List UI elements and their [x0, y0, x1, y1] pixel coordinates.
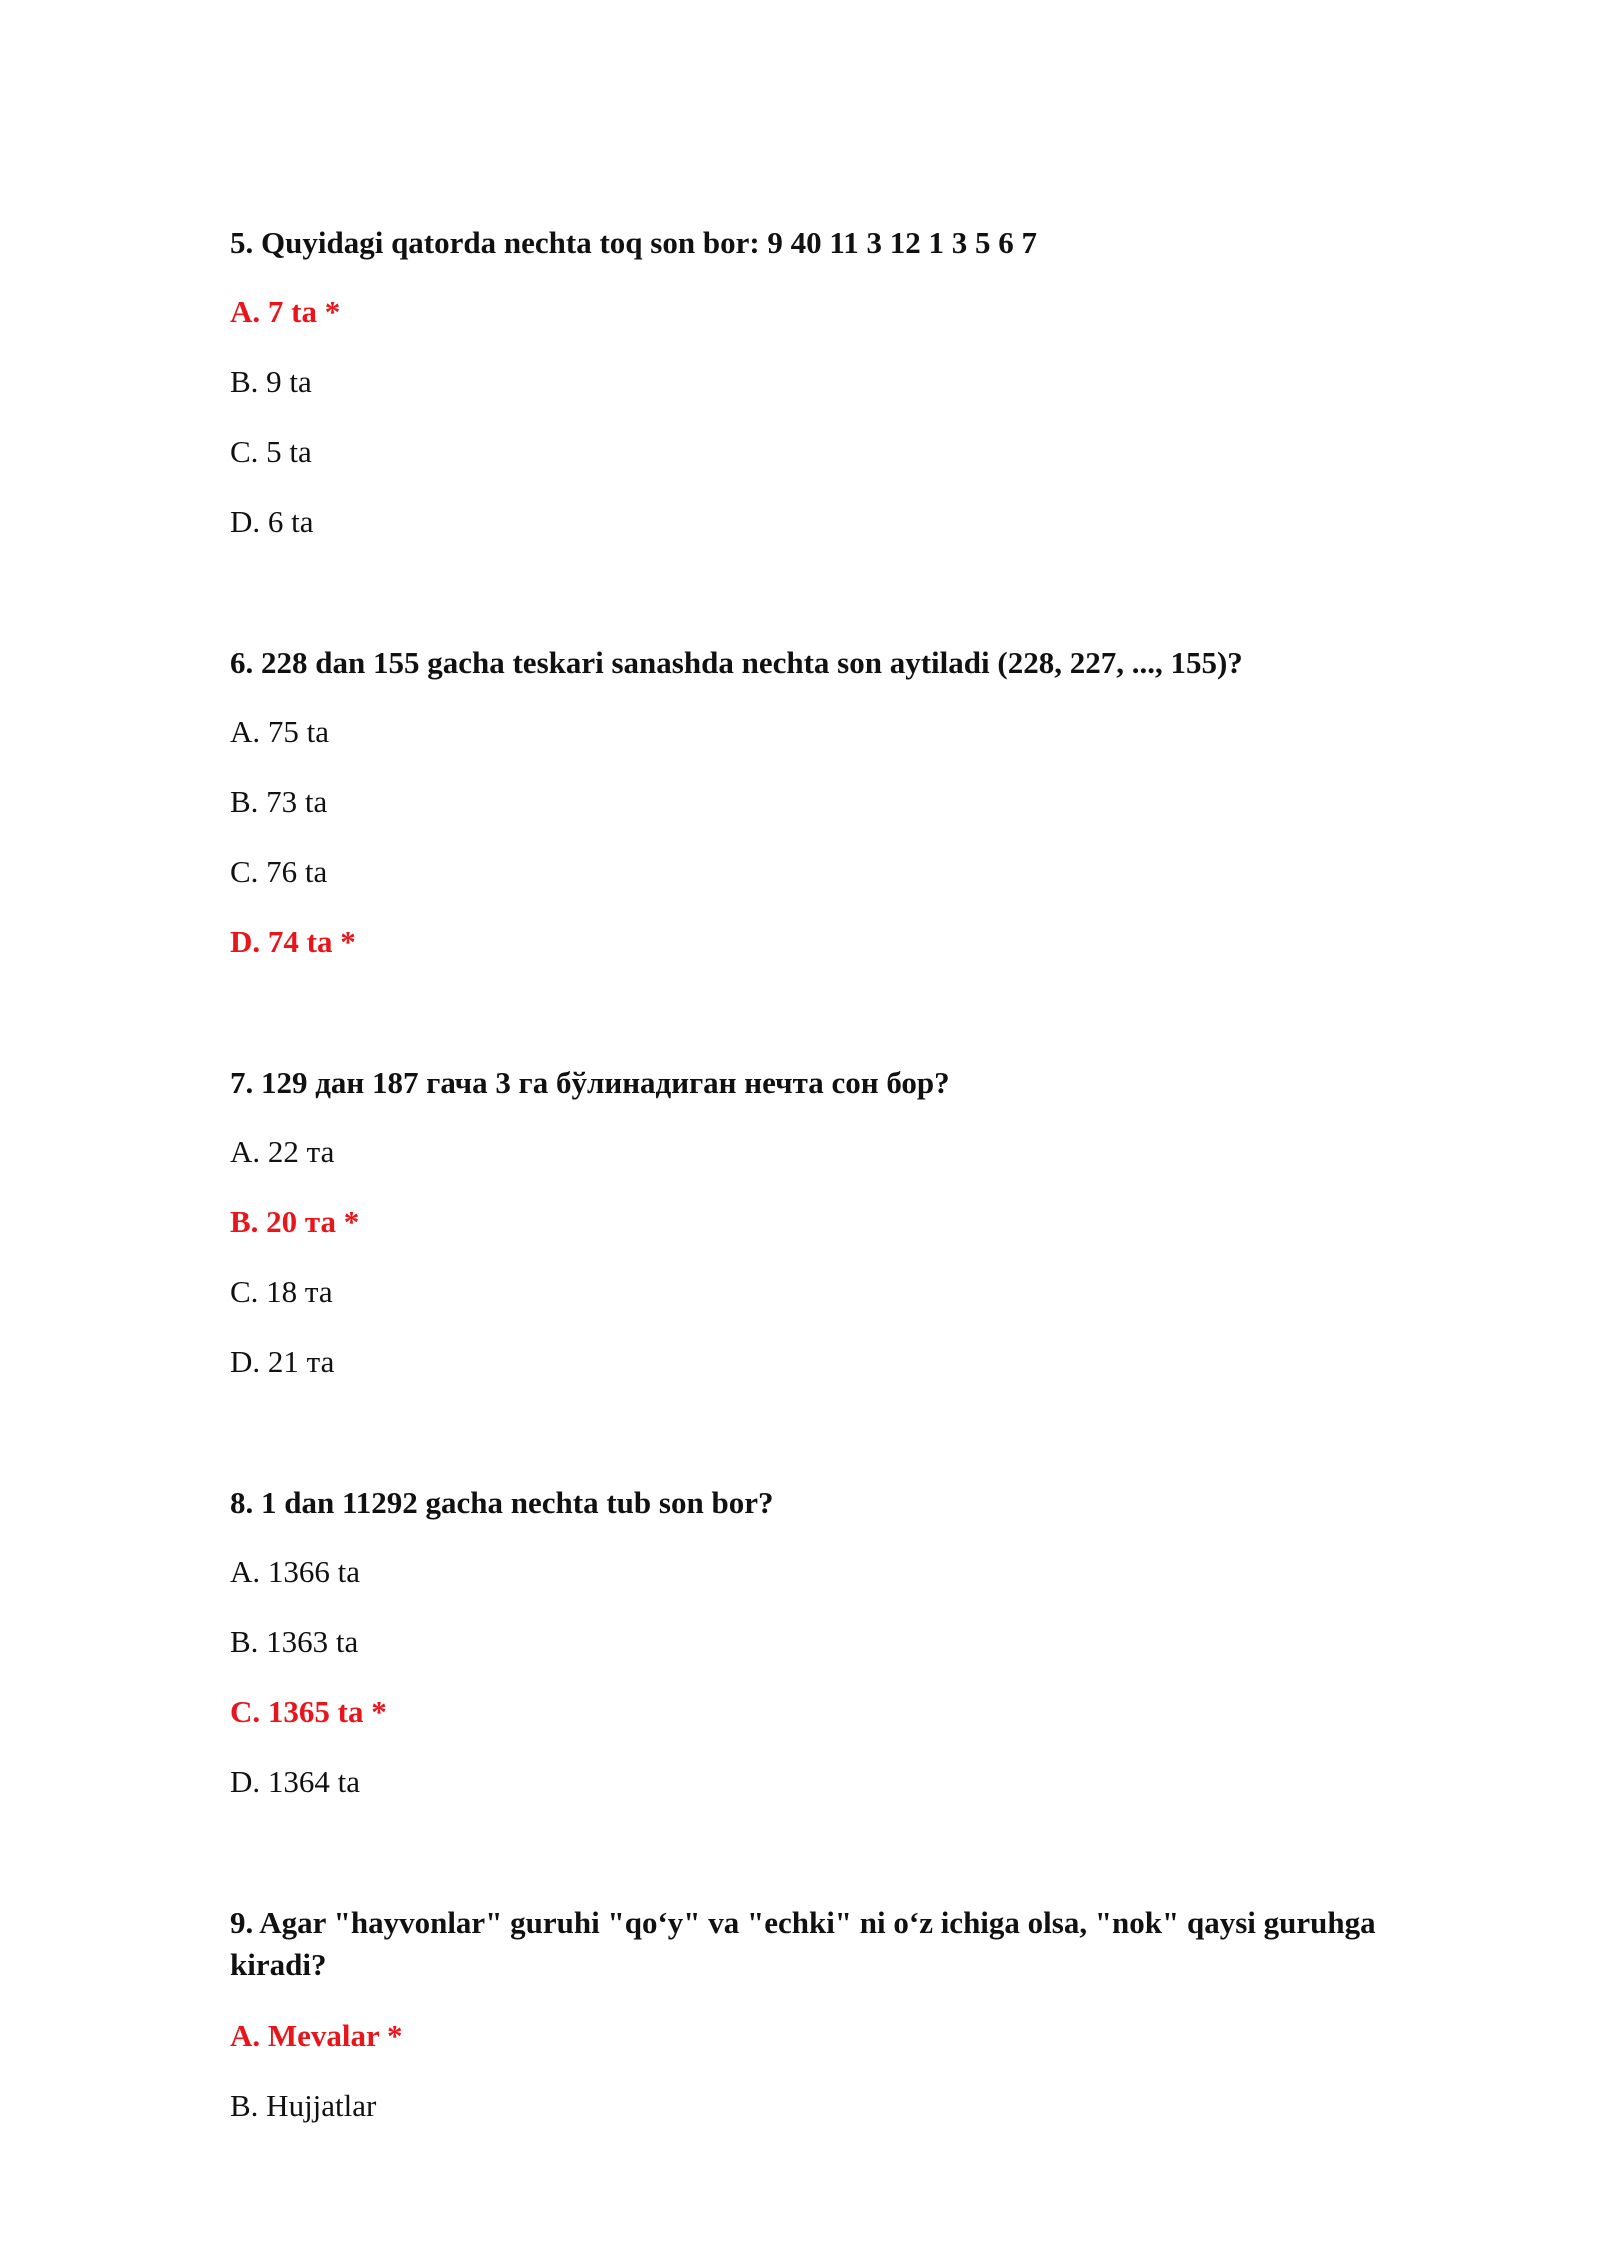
- question-6-option-c: C. 76 ta: [230, 854, 328, 889]
- question-9-option-a: A. Mevalar *: [230, 2018, 403, 2053]
- question-5-option-c: C. 5 ta: [230, 434, 312, 469]
- question-7-option-c: C. 18 та: [230, 1274, 333, 1309]
- question-7-text: 7. 129 дан 187 гача 3 га бўлинадиган нечта сон бор?: [230, 1065, 950, 1100]
- question-7-option-a: A. 22 та: [230, 1134, 335, 1169]
- question-8-option-c: C. 1365 ta *: [230, 1694, 387, 1729]
- question-6-option-b: B. 73 ta: [230, 784, 328, 819]
- question-8-option-d: D. 1364 ta: [230, 1764, 361, 1799]
- question-9-option-b: B. Hujjatlar: [230, 2088, 377, 2123]
- question-6-text: 6. 228 dan 155 gacha teskari sanashda nechta son aytiladi (228, 227, ..., 155)?: [230, 645, 1243, 680]
- question-5-option-a: A. 7 ta *: [230, 294, 341, 329]
- question-5-text: 5. Quyidagi qatorda nechta toq son bor: 9 40 11 3 12 1 3 5 6 7: [230, 225, 1037, 260]
- question-7-option-d: D. 21 та: [230, 1344, 335, 1379]
- question-9-text: 9. Agar "hayvonlar" guruhi "qo‘y" va "echki" ni o‘z ichiga olsa, "nok" qaysi guruhga kiradi?: [230, 1905, 1376, 1982]
- question-6-option-a: A. 75 ta: [230, 714, 330, 749]
- question-5-option-d: D. 6 ta: [230, 504, 314, 539]
- question-8-text: 8. 1 dan 11292 gacha nechta tub son bor?: [230, 1485, 774, 1520]
- question-8-option-a: A. 1366 ta: [230, 1554, 361, 1589]
- question-8-option-b: B. 1363 ta: [230, 1624, 359, 1659]
- question-7-option-b: B. 20 та *: [230, 1204, 360, 1239]
- question-6-option-d: D. 74 ta *: [230, 924, 356, 959]
- question-5-option-b: B. 9 ta: [230, 364, 312, 399]
